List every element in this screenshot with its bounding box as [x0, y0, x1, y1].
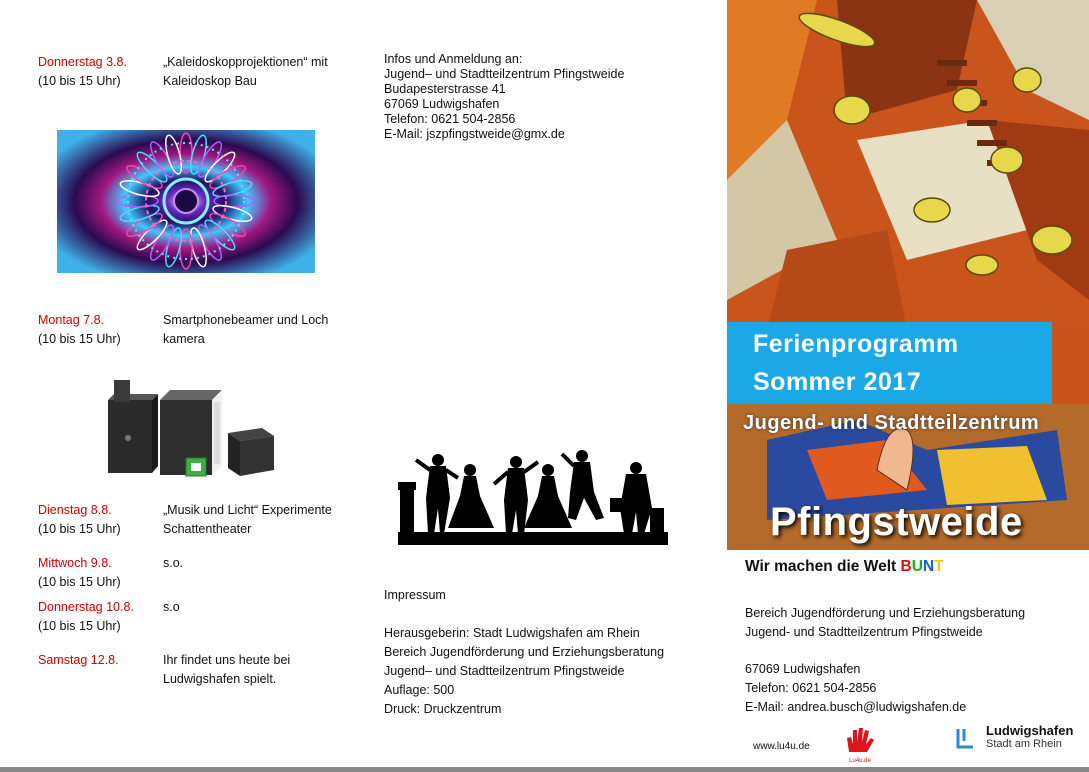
program-date: Dienstag 8.8.	[38, 503, 112, 517]
info-line: Telefon: 0621 504-2856	[384, 112, 516, 126]
program-desc-line: Smartphonebeamer und Loch	[163, 313, 329, 327]
bottom-divider	[0, 767, 1089, 772]
program-desc-line: „Kaleidoskopprojektionen“ mit	[163, 55, 328, 69]
impressum-line: Bereich Jugendförderung und Erziehungsberatung	[384, 645, 665, 659]
cover-subtitle: Jugend- und Stadtteilzentrum	[743, 412, 1040, 434]
info-line: 67069 Ludwigshafen	[384, 97, 500, 111]
program-desc-6	[163, 651, 290, 688]
program-date: Donnerstag 10.8.	[38, 600, 134, 614]
info-email: E-Mail: jszpfingstweide@gmx.de	[384, 127, 565, 141]
contact-line: 67069 Ludwigshafen	[745, 662, 861, 676]
lu4u-logo-text: Lu4u.de	[849, 758, 871, 764]
lu4u-link[interactable]: www.lu4u.de	[753, 741, 810, 752]
cover-title-line1: Ferienprogramm	[753, 330, 959, 358]
info-line: Jugend– und Stadtteilzentrum Pfingstweide	[384, 67, 625, 81]
impressum-block	[384, 586, 446, 605]
info-heading: Infos und Anmeldung an:	[384, 52, 523, 66]
program-desc-5	[163, 598, 180, 617]
program-desc-1	[163, 53, 328, 90]
program-desc-2	[163, 311, 328, 348]
program-desc-line: Ludwigshafen spielt.	[163, 671, 277, 686]
pinhole-camera-image	[100, 378, 275, 483]
slogan-letter: B	[900, 558, 912, 575]
program-entry-5	[38, 598, 134, 635]
program-entry-1	[38, 53, 127, 90]
ludwigshafen-logo-icon	[955, 727, 975, 749]
info-line: Budapesterstrasse 41	[384, 82, 506, 96]
program-entry-6	[38, 651, 119, 670]
program-time: (10 bis 15 Uhr)	[38, 73, 121, 88]
impressum-line: Herausgeberin: Stadt Ludwigshafen am Rhein	[384, 626, 640, 640]
cover-image	[727, 0, 1089, 550]
program-entry-3	[38, 501, 121, 538]
kaleidoscope-image	[57, 130, 315, 273]
cover-title-line2: Sommer 2017	[753, 368, 922, 396]
ludwigshafen-name: Ludwigshafen	[986, 723, 1074, 738]
contact-email: E-Mail: andrea.busch@ludwigshafen.de	[745, 700, 967, 714]
contact-org	[745, 604, 1025, 642]
program-time: (10 bis 15 Uhr)	[38, 618, 121, 633]
program-desc-line: „Musik und Licht“ Experimente	[163, 503, 332, 517]
impressum-heading: Impressum	[384, 588, 446, 602]
program-time: (10 bis 15 Uhr)	[38, 521, 121, 536]
info-block	[384, 52, 624, 142]
program-entry-4	[38, 554, 121, 591]
contact-address	[745, 660, 966, 717]
program-date: Donnerstag 3.8.	[38, 55, 127, 69]
program-desc-line: Kaleidoskop Bau	[163, 73, 257, 88]
contact-line: Jugend- und Stadtteilzentrum Pfingstweide	[745, 625, 983, 639]
program-time: (10 bis 15 Uhr)	[38, 574, 121, 589]
dancers-silhouette-image	[398, 448, 668, 545]
program-time: (10 bis 15 Uhr)	[38, 331, 121, 346]
impressum-line: Jugend– und Stadtteilzentrum Pfingstweide	[384, 664, 625, 678]
program-desc-3	[163, 501, 332, 538]
lu4u-hand-logo	[843, 724, 877, 762]
slogan	[745, 558, 944, 576]
ludwigshafen-sub: Stadt am Rhein	[986, 738, 1062, 750]
program-date: Samstag 12.8.	[38, 653, 119, 667]
slogan-prefix: Wir machen die Welt	[745, 558, 901, 575]
contact-line: Telefon: 0621 504-2856	[745, 681, 877, 695]
slogan-letter: N	[922, 558, 935, 575]
program-entry-2	[38, 311, 121, 348]
program-desc-line: kamera	[163, 331, 205, 346]
program-date: Montag 7.8.	[38, 313, 105, 327]
cover-name: Pfingstweide	[770, 500, 1023, 544]
program-desc-line: Schattentheater	[163, 521, 252, 536]
slogan-letter: U	[911, 558, 923, 575]
program-date: Mittwoch 9.8.	[38, 556, 112, 570]
slogan-letter: T	[934, 558, 944, 575]
program-desc-4	[163, 554, 183, 573]
program-desc-line: s.o.	[163, 556, 184, 570]
program-desc-line: Ihr findet uns heute bei	[163, 653, 291, 667]
impressum-lines	[384, 624, 664, 719]
impressum-line: Auflage: 500	[384, 683, 455, 697]
impressum-line: Druck: Druckzentrum	[384, 702, 502, 716]
program-desc-line: s.o	[163, 600, 180, 614]
contact-line: Bereich Jugendförderung und Erziehungsberatung	[745, 606, 1026, 620]
